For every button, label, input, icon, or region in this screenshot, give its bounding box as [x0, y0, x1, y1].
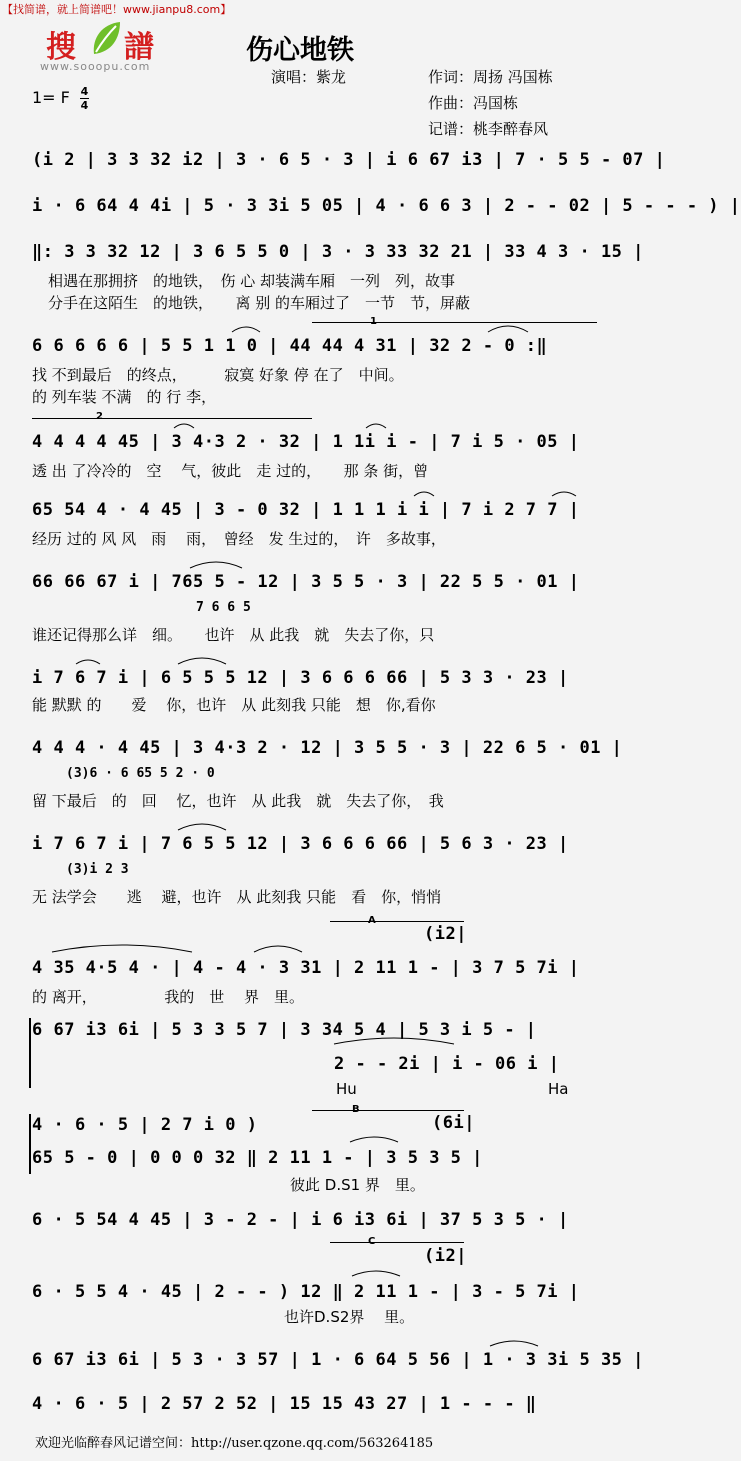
score-row-7-sub: 7 6 6 5: [196, 600, 251, 615]
lyric-row-7: 谁还记得那么详 细。 也许 从 此我 就 失去了你，只: [32, 626, 435, 644]
volta-2-label: 2: [96, 411, 103, 422]
singer-credit: 演唱：紫龙: [271, 68, 347, 86]
score-row-10-sub: (3)i 2 3: [66, 862, 129, 877]
slur: [76, 660, 100, 664]
score-row-17: 4 · 6 · 5 | 2 57 2 52 | 15 15 43 27 | 1 - - - ‖: [32, 1394, 537, 1414]
slur: [414, 492, 434, 496]
score-row-11: 4 35 4·5 4 · | 4 - 4 · 3 31 | 2 11 1 - | 3 7 5 7i |: [32, 958, 580, 978]
score-row-14: 6 · 5 54 4 45 | 3 - 2 - | i 6 i3 6i | 37 5 3 5 · |: [32, 1210, 569, 1230]
song-title: 伤心地铁: [246, 35, 354, 66]
score-row-10: i 7 6 7 i | 7 6 5 5 12 | 3 6 6 6 66 | 5 6 3 · 23 |: [32, 834, 569, 854]
slur: [352, 1271, 400, 1276]
lyric-row-8: 能 默默 的 爱 你，也许 从 此刻我 只能 想 你,看你: [32, 696, 436, 714]
lyric-row-10: 无 法学会 逃 避，也许 从 此刻我 只能 看 你，悄悄: [32, 888, 442, 906]
slur: [488, 326, 528, 332]
slur: [254, 946, 302, 952]
lyric-ha: Ha: [548, 1080, 569, 1098]
score-row-12-lower: 2 - - 2i | i - 06 i |: [334, 1054, 560, 1074]
slur: [490, 1341, 538, 1346]
slur: [552, 492, 576, 496]
pickup-c: (i2|: [424, 1246, 467, 1266]
score-row-4: 6 6 6 6 6 | 5 5 1 1 0 | 44 44 4 31 | 32 2 - 0 :‖: [32, 336, 548, 356]
slur: [178, 824, 226, 830]
lyric-row-5: 透 出 了冷冷的 空 气，彼此 走 过的， 那 条 街，曾: [32, 462, 429, 480]
lyric-row-3b: 分手在这陌生 的地铁， 离 别 的车厢过了 一节 节，屏蔽: [48, 294, 471, 312]
volta-a-label: A: [368, 915, 376, 926]
time-sig-bottom: 4: [80, 99, 89, 112]
score-row-5: 4 4 4 4 45 | 3 4·3 2 · 32 | 1 1i i - | 7 i 5 · 05 |: [32, 432, 580, 452]
key-signature: 1= F: [32, 88, 70, 107]
score-row-12: 6 67 i3 6i | 5 3 3 5 7 | 3 34 5 4 | 5 3 i 5 - |: [32, 1020, 537, 1040]
pickup-b: (6i|: [432, 1113, 475, 1133]
slur: [334, 1038, 454, 1044]
composer-credit: 作曲：冯国栋: [428, 94, 519, 112]
time-sig-top: 4: [80, 85, 89, 98]
slur: [190, 562, 242, 568]
score-row-6: 65 54 4 · 4 45 | 3 - 0 32 | 1 1 1 i i | 7 i 2 7 7 |: [32, 500, 580, 520]
volta-c-label: C: [368, 1236, 376, 1247]
pickup-a: (i2|: [424, 924, 467, 944]
lyric-row-4b: 的 列车装 不满 的 行 李，: [32, 388, 217, 406]
lyric-row-15: 也许D.S2界 里。: [284, 1308, 415, 1326]
slur: [366, 424, 386, 428]
slur: [178, 658, 226, 664]
score-row-7: 66 66 67 i | 765 5 - 12 | 3 5 5 · 3 | 22 5 5 · 01 |: [32, 572, 580, 592]
score-row-2: i · 6 64 4 4i | 5 · 3 3i 5 05 | 4 · 6 6 3 | 2 - - 02 | 5 - - - ) |: [32, 196, 741, 216]
score-row-16: 6 67 i3 6i | 5 3 · 3 57 | 1 · 6 64 5 56 | 1 · 3 3i 5 35 |: [32, 1350, 644, 1370]
lyric-row-11: 的 离开， 我的 世 界 里。: [32, 988, 305, 1006]
slur: [232, 327, 260, 332]
score-row-9: 4 4 4 · 4 45 | 3 4·3 2 · 12 | 3 5 5 · 3 | 22 6 5 · 01 |: [32, 738, 623, 758]
site-banner[interactable]: 【找简谱，就上简谱吧！www.jianpu8.com】: [2, 3, 232, 16]
score-row-9-sub: (3)6 · 6 65 5 2 · 0: [66, 766, 215, 781]
score-row-8: i 7 6 7 i | 6 5 5 5 12 | 3 6 6 6 66 | 5 3 3 · 23 |: [32, 668, 569, 688]
slur: [52, 945, 192, 952]
lyric-row-3a: 相遇在那拥挤 的地铁， 伤 心 却装满车厢 一列 列，故事: [48, 272, 456, 290]
score-row-1: (i 2 | 3 3 32 i2 | 3 · 6 5 · 3 | i 6 67 i3 | 7 · 5 5 - 07 |: [32, 150, 666, 170]
logo-char-left: 搜: [46, 30, 76, 65]
slur: [350, 1137, 398, 1142]
lyric-hu: Hu: [336, 1080, 357, 1098]
logo-site-text: www.sooopu.com: [40, 60, 151, 73]
transcriber-credit: 记谱：桃李醉春风: [428, 120, 549, 138]
logo-char-right: 譜: [124, 30, 154, 65]
score-row-13: 4 · 6 · 5 | 2 7 i 0 ): [32, 1115, 258, 1135]
lyric-row-13: 彼此 D.S1 界 里。: [290, 1176, 425, 1194]
lyric-row-9: 留 下最后 的 回 忆，也许 从 此我 就 失去了你， 我: [32, 792, 444, 810]
score-row-13-lower: 65 5 - 0 | 0 0 0 32 ‖ 2 11 1 - | 3 5 3 5 |: [32, 1148, 483, 1168]
score-row-3: ‖: 3 3 32 12 | 3 6 5 5 0 | 3 · 3 33 32 21 | 33 4 3 · 15 |: [32, 242, 644, 262]
volta-1-label: 1: [370, 316, 377, 327]
volta-b-label: B: [352, 1104, 360, 1115]
lyricist-credit: 作词：周扬 冯国栋: [428, 68, 553, 86]
lyric-row-4a: 找 不到最后 的终点， 寂寞 好象 停 在了 中间。: [32, 366, 404, 384]
lyric-row-6: 经历 过的 风 风 雨 雨， 曾经 发 生过的， 许 多故事，: [32, 530, 446, 548]
slur: [174, 424, 194, 428]
footer-credit[interactable]: 欢迎光临醉春风记谱空间：http://user.qzone.qq.com/563264185: [35, 1436, 434, 1451]
score-row-15: 6 · 5 5 4 · 45 | 2 - - ) 12 ‖ 2 11 1 - | 3 - 5 7i |: [32, 1282, 580, 1302]
